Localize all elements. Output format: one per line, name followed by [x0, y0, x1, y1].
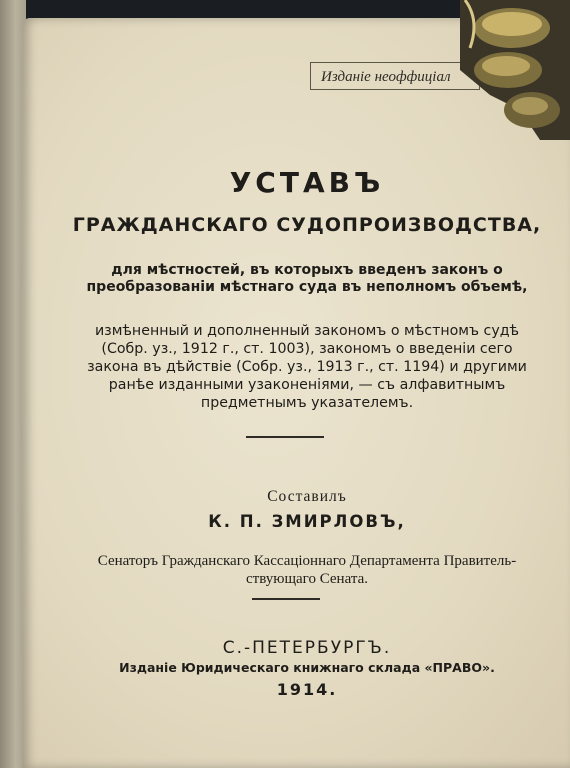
- scope-line: для мѣстностей, въ которыхъ введенъ законъ о: [111, 262, 503, 278]
- compiled-by-label: Составилъ: [267, 488, 347, 505]
- metal-clip-image: [420, 0, 570, 140]
- unofficial-edition-stamp: Изданіе неоффиціал: [310, 62, 480, 90]
- description-line: предметнымъ указателемъ.: [200, 395, 414, 411]
- scope-line: преобразованіи мѣстнаго суда въ неполномъ объемѣ,: [86, 279, 528, 295]
- author-name: К. П. ЗМИРЛОВЪ,: [208, 512, 406, 531]
- publication-city: С.-ПЕТЕРБУРГЪ.: [222, 638, 392, 658]
- divider: [246, 436, 324, 438]
- description-line: (Собр. уз., 1912 г., ст. 1003), закономъ о введеніи сего: [101, 341, 513, 357]
- author-position: [62, 552, 552, 588]
- divider: [252, 598, 320, 600]
- position-line: ствующаго Сената.: [245, 571, 368, 587]
- publisher: Изданіе Юридическаго книжнаго склада «ПРАВО».: [119, 660, 495, 675]
- document-title: УСТАВЪ: [229, 166, 385, 199]
- document-subtitle: ГРАЖДАНСКАГО СУДОПРОИЗВОДСТВА,: [72, 214, 542, 236]
- publication-year: 1914.: [276, 680, 338, 699]
- description-line: закона въ дѣйствіе (Собр. уз., 1913 г., ст. 1194) и другими: [87, 359, 527, 375]
- scope-statement: [62, 262, 552, 296]
- position-line: Сенаторъ Гражданскаго Кассаціоннаго Департамента Правитель-: [97, 553, 517, 569]
- description-line: ранѣе изданными узаконеніями, — съ алфавитнымъ: [108, 377, 506, 393]
- edition-description: [62, 322, 552, 412]
- description-line: измѣненный и дополненный закономъ о мѣстномъ судѣ: [94, 323, 520, 339]
